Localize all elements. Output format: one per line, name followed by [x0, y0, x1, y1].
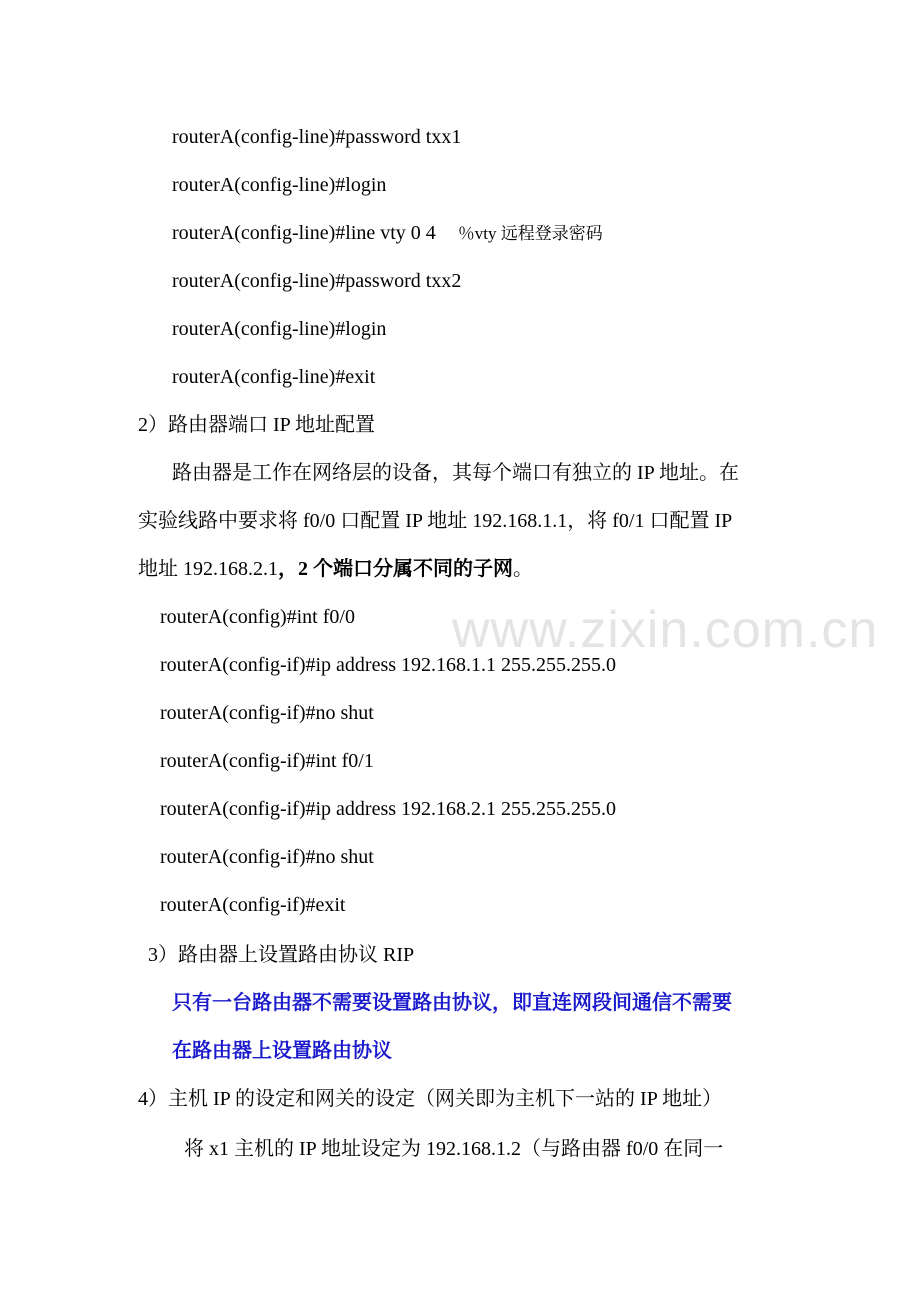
paragraph-line-3-end: 。 [513, 558, 533, 580]
config-line-exit: routerA(config-line)#exit [172, 366, 376, 388]
config-if-exit: routerA(config-if)#exit [160, 894, 346, 916]
paragraph-line-3-bold: ，2 个端口分属不同的子网 [278, 558, 513, 580]
paragraph-line-2: 实验线路中要求将 f0/0 口配置 IP 地址 192.168.1.1，将 f0/1 口配置 IP [138, 510, 733, 532]
paragraph-line-3 [138, 556, 533, 582]
config-line-password-2: routerA(config-line)#password txx2 [172, 270, 462, 292]
highlight-note-line-1: 只有一台路由器不需要设置路由协议，即直连网段间通信不需要 [172, 992, 732, 1014]
highlight-note-line-2: 在路由器上设置路由协议 [172, 1040, 392, 1062]
paragraph-line-1: 路由器是工作在网络层的设备，其每个端口有独立的 IP 地址。在 [172, 462, 740, 484]
watermark: www.zixin.com.cn [452, 601, 879, 659]
config-if-int-f0-1: routerA(config-if)#int f0/1 [160, 750, 374, 772]
config-line-login-1: routerA(config-line)#login [172, 174, 387, 196]
vty-comment: ％vty 远程登录密码 [457, 224, 603, 243]
config-if-ip-address-2: routerA(config-if)#ip address 192.168.2.1 255.255.255.0 [160, 798, 617, 820]
config-if-ip-address-1: routerA(config-if)#ip address 192.168.1.1 255.255.255.0 [160, 654, 617, 676]
config-if-no-shut-1: routerA(config-if)#no shut [160, 702, 374, 724]
section-heading-2: 2）路由器端口 IP 地址配置 [138, 414, 376, 436]
section-heading-4: 4）主机 IP 的设定和网关的设定（网关即为主机下一站的 IP 地址） [138, 1088, 723, 1110]
paragraph-line-3-text: 地址 192.168.2.1 [138, 558, 278, 580]
section-heading-3: 3）路由器上设置路由协议 RIP [148, 944, 415, 966]
config-line-password-1: routerA(config-line)#password txx1 [172, 126, 462, 148]
config-if-int-f0-0: routerA(config)#int f0/0 [160, 606, 355, 628]
config-line-vty [172, 220, 603, 246]
config-line-login-2: routerA(config-line)#login [172, 318, 387, 340]
paragraph-host-ip: 将 x1 主机的 IP 地址设定为 192.168.1.2（与路由器 f0/0 在同一 [184, 1138, 724, 1160]
config-if-no-shut-2: routerA(config-if)#no shut [160, 846, 374, 868]
config-line-vty-command: routerA(config-line)#line vty 0 4 [172, 222, 436, 244]
